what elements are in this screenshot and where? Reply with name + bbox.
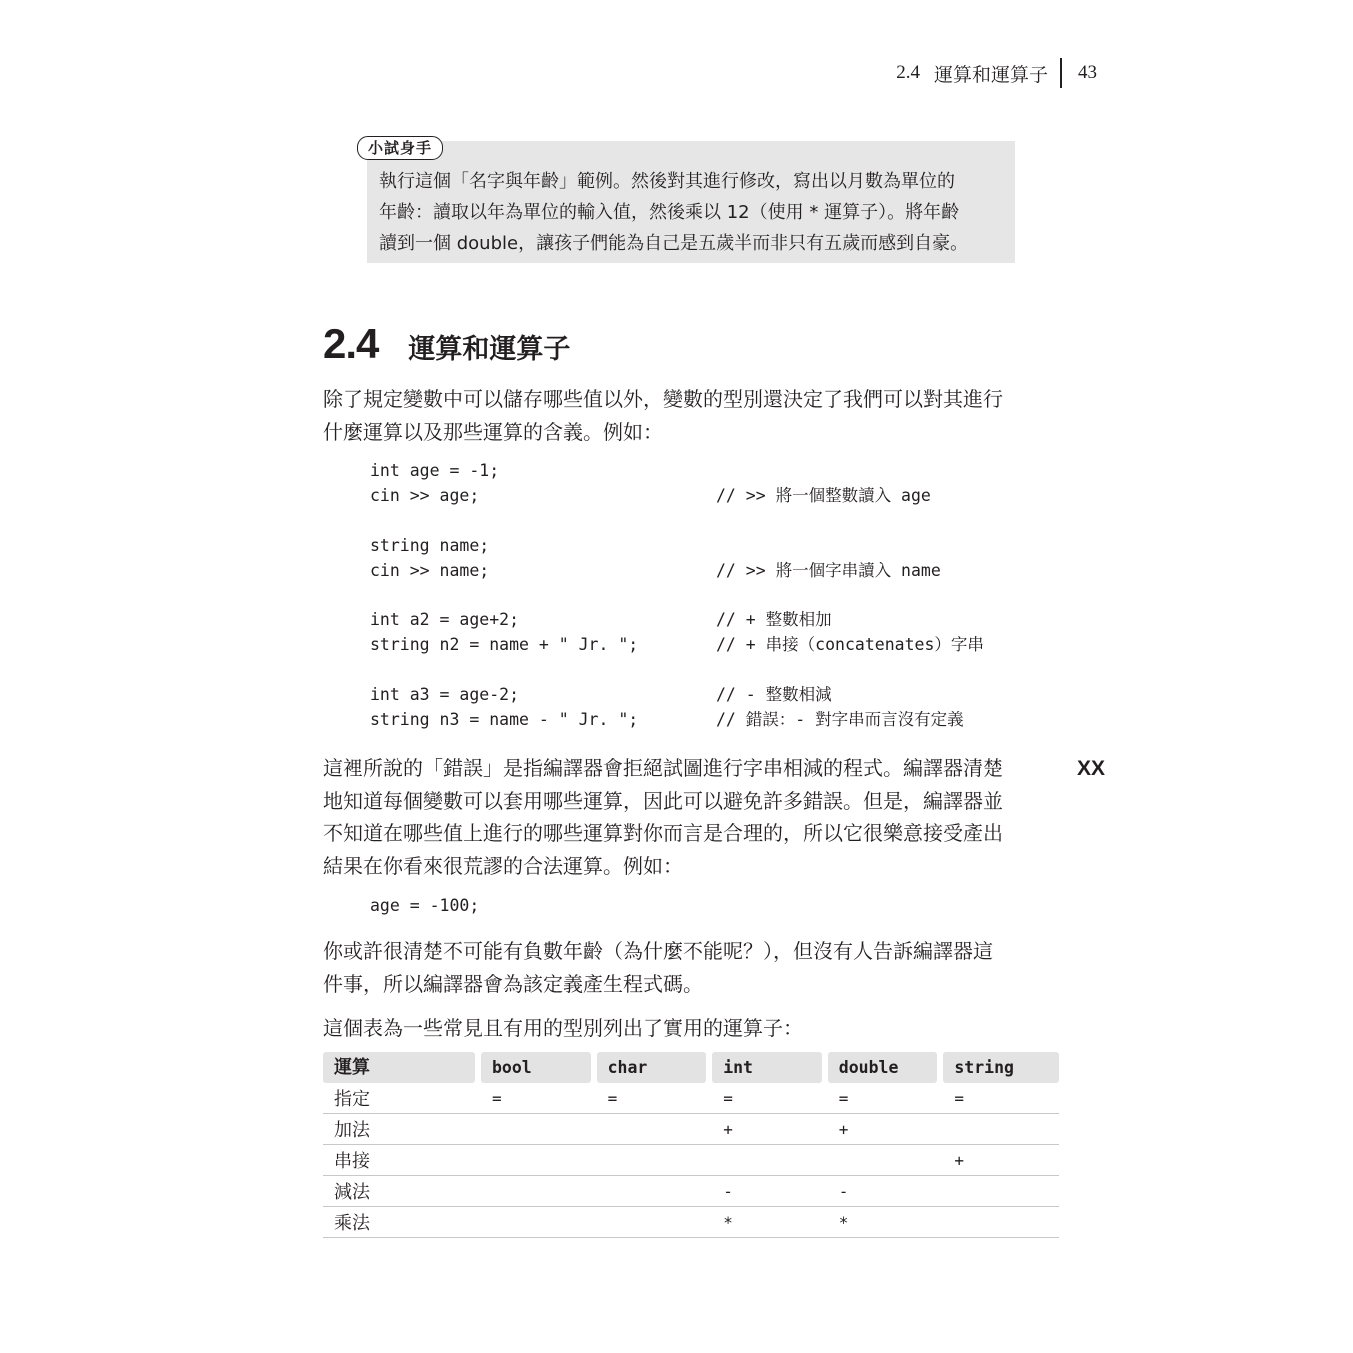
paragraph-line: 這裡所說的「錯誤」是指編譯器會拒絕試圖進行字串相減的程式。編譯器清楚	[323, 756, 1003, 780]
try-it-text	[379, 166, 1009, 259]
table-cell	[597, 1145, 713, 1176]
try-it-line: 執行這個「名字與年齡」範例。然後對其進行修改，寫出以月數為單位的	[379, 171, 955, 192]
code-text: int a2 = age+2;	[370, 610, 520, 630]
table-header-cell: int	[712, 1052, 828, 1083]
paragraph-line: 結果在你看來很荒謬的合法運算。例如：	[323, 853, 683, 878]
paragraph-line: 地知道每個變數可以套用哪些運算，因此可以避免許多錯誤。但是，編譯器並	[323, 788, 1003, 813]
paragraph-line: 什麼運算以及那些運算的含義。例如：	[323, 419, 663, 444]
table-header-cell: 運算	[323, 1052, 481, 1083]
table-header-cell: double	[828, 1052, 944, 1083]
paragraph-line: 除了規定變數中可以儲存哪些值以外，變數的型別還決定了我們可以對其進行	[323, 387, 1003, 411]
running-header	[896, 58, 1097, 88]
table-cell	[943, 1176, 1059, 1207]
table-cell: 乘法	[323, 1207, 481, 1238]
table-header-cell: char	[597, 1052, 713, 1083]
code-block-negative-age	[370, 894, 479, 919]
try-it-label: 小試身手	[357, 136, 443, 160]
table-cell: =	[481, 1083, 597, 1114]
compiler-paragraph	[323, 935, 1063, 1000]
code-line	[370, 459, 638, 484]
section-heading	[323, 320, 570, 368]
table-cell	[481, 1176, 597, 1207]
code-comment: // + 串接（concatenates）字串	[716, 635, 984, 655]
code-line	[370, 608, 832, 633]
table-cell	[943, 1207, 1059, 1238]
table-cell: =	[597, 1083, 713, 1114]
table-cell: 減法	[323, 1176, 481, 1207]
try-it-line: 年齡：讀取以年為單位的輸入值，然後乘以 12（使用 * 運算子）。將年齡	[379, 202, 960, 223]
code-comment: // >> 將一個字串讀入 name	[716, 560, 941, 580]
try-it-rule	[437, 143, 1015, 148]
code-comment: // - 整數相減	[716, 685, 832, 705]
table-header-row	[323, 1052, 1059, 1083]
code-text: int a3 = age-2;	[370, 685, 520, 705]
paragraph-line: 不知道在哪些值上進行的哪些運算對你而言是合理的，所以它很樂意接受產出	[323, 821, 1003, 845]
code-line	[370, 633, 984, 658]
table-cell	[828, 1145, 944, 1176]
code-comment: // >> 將一個整數讀入 age	[716, 485, 931, 505]
code-text: cin >> name;	[370, 560, 490, 580]
table-cell: =	[712, 1083, 828, 1114]
table-cell: -	[828, 1176, 944, 1207]
code-text: string name;	[370, 535, 490, 555]
table-header-cell: bool	[481, 1052, 597, 1083]
table-row	[323, 1207, 1059, 1238]
code-block-operations	[370, 459, 984, 733]
table-cell: 指定	[323, 1083, 481, 1114]
paragraph-line: 這個表為一些常見且有用的型別列出了實用的運算子：	[323, 1016, 803, 1040]
table-cell: -	[712, 1176, 828, 1207]
table-cell	[597, 1207, 713, 1238]
table-cell: *	[712, 1207, 828, 1238]
table-cell: +	[828, 1114, 944, 1145]
paragraph-line: 你或許很清楚不可能有負數年齡（為什麼不能呢？），但沒有人告訴編譯器這	[323, 939, 993, 963]
table-cell: =	[943, 1083, 1059, 1114]
table-cell: =	[828, 1083, 944, 1114]
table-cell	[597, 1176, 713, 1207]
table-cell: *	[828, 1207, 944, 1238]
table-cell: +	[712, 1114, 828, 1145]
code-text: cin >> age;	[370, 485, 480, 505]
code-line	[370, 484, 931, 509]
code-line	[370, 683, 832, 708]
paragraph-line: 件事，所以編譯器會為該定義產生程式碼。	[323, 971, 703, 996]
table-cell	[943, 1114, 1059, 1145]
table-cell: 加法	[323, 1114, 481, 1145]
code-comment: // + 整數相加	[716, 610, 832, 630]
code-line	[370, 509, 638, 534]
code-text: int age = -1;	[370, 461, 500, 480]
table-row	[323, 1145, 1059, 1176]
table-cell	[597, 1114, 713, 1145]
code-line	[370, 708, 964, 733]
table-cell	[481, 1145, 597, 1176]
header-section-number: 2.4	[896, 62, 920, 83]
table-cell: +	[943, 1145, 1059, 1176]
page-number: 43	[1078, 62, 1097, 83]
code-comment: // 錯誤：- 對字串而言沒有定義	[716, 709, 964, 729]
code-line: age = -100;	[370, 896, 480, 915]
header-divider	[1060, 58, 1062, 88]
header-section-title: 運算和運算子	[933, 64, 1048, 86]
operators-table	[323, 1052, 1059, 1238]
section-title: 運算和運算子	[408, 334, 571, 365]
try-it-line: 讀到一個 double，讓孩子們能為自己是五歲半而非只有五歲而感到自豪。	[379, 233, 969, 254]
table-row	[323, 1114, 1059, 1145]
margin-mark: XX	[1077, 757, 1106, 780]
code-line	[370, 559, 941, 584]
table-intro	[323, 1012, 1063, 1045]
table-cell	[481, 1207, 597, 1238]
section-number: 2.4	[323, 320, 379, 367]
table-row	[323, 1176, 1059, 1207]
code-line	[370, 534, 638, 559]
table-header-cell: string	[943, 1052, 1059, 1083]
table-cell	[712, 1145, 828, 1176]
intro-paragraph	[323, 383, 1063, 448]
code-line	[370, 583, 638, 608]
code-text: string n2 = name + " Jr. ";	[370, 635, 639, 655]
table-cell: 串接	[323, 1145, 481, 1176]
table-cell	[481, 1114, 597, 1145]
code-line	[370, 658, 638, 683]
code-text: string n3 = name - " Jr. ";	[370, 709, 639, 729]
table-row	[323, 1083, 1059, 1114]
error-explanation-paragraph	[323, 752, 1063, 882]
